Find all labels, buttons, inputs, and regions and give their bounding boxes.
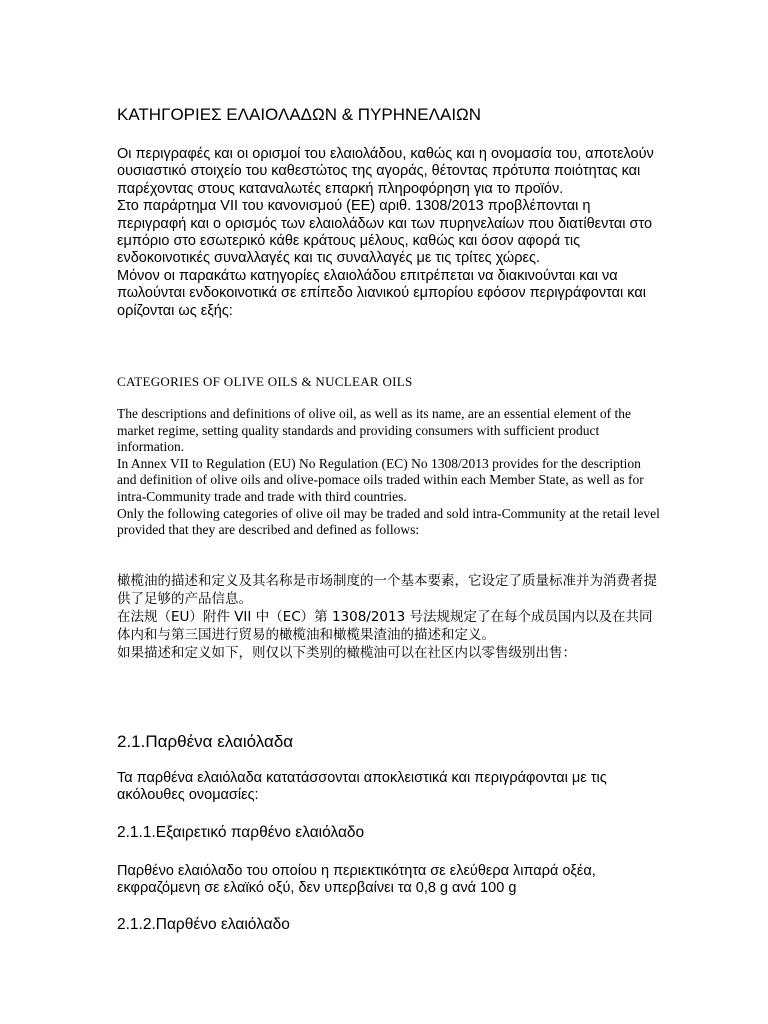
chinese-paragraph: 如果描述和定义如下，则仅以下类别的橄榄油可以在社区内以零售级别出售： xyxy=(117,645,576,661)
english-body xyxy=(117,406,662,539)
english-paragraph: The descriptions and definitions of olive oil, as well as its name, are an essential element of the market regime, setting quality standards and providing consumers with sufficient product information. xyxy=(117,406,631,455)
section-2-1-2-heading: 2.1.2.Παρθένο ελαιόλαδο xyxy=(117,916,290,933)
section-2-1-1-heading: 2.1.1.Εξαιρετικό παρθένο ελαιόλαδο xyxy=(117,824,365,841)
greek-paragraph: Οι περιγραφές και οι ορισμοί του ελαιολάδου, καθώς και η ονομασία του, αποτελούν ουσιαστικό στοιχείο του καθεστώτος της αγοράς, θέτοντας πρότυπα ποιότητας και παρέχοντας στους καταναλωτές επαρκή πληροφόρηση για το προϊόν. xyxy=(117,146,654,197)
greek-title: ΚΑΤΗΓΟΡΙΕΣ ΕΛΑΙΟΛΑΔΩΝ & ΠΥΡΗΝΕΛΑΙΩΝ xyxy=(117,105,482,124)
chinese-paragraph: 橄榄油的描述和定义及其名称是市场制度的一个基本要素，它设定了质量标准并为消费者提供了足够的产品信息。 xyxy=(117,573,657,607)
greek-paragraph: Στο παράρτημα VII του κανονισμού (ΕΕ) αριθ. 1308/2013 προβλέπονται η περιγραφή και ο ορισμός των ελαιολάδων και των πυρηνελαίων που διατίθενται στο εμπόριο στο εσωτερικό κάθε κράτους μέλους, καθώς και όσον αφορά τις ενδοκοινοτικές συναλλαγές και τις συναλλαγές με τις τρίτες χώρες. xyxy=(117,198,653,267)
chinese-body xyxy=(117,572,662,662)
english-title: CATEGORIES OF OLIVE OILS & NUCLEAR OILS xyxy=(117,374,413,389)
chinese-paragraph: 在法规（EU）附件 VII 中（EC）第 1308/2013 号法规规定了在每个成员国内以及在共同体内和与第三国进行贸易的橄榄油和橄榄果渣油的描述和定义。 xyxy=(117,609,653,643)
greek-body xyxy=(117,146,662,320)
section-2-1-intro: Τα παρθένα ελαιόλαδα κατατάσσονται αποκλειστικά και περιγράφονται με τις ακόλουθες ονομασίες: xyxy=(117,770,607,804)
greek-paragraph: Μόνον οι παρακάτω κατηγορίες ελαιολάδου επιτρέπεται να διακινούνται και να πωλούνται ενδοκοινοτικά σε επίπεδο λιανικού εμπορίου εφόσον περιγράφονται και ορίζονται ως εξής: xyxy=(117,267,646,319)
english-paragraph: In Annex VII to Regulation (EU) No Regulation (EC) No 1308/2013 provides for the description and definition of olive oils and olive-pomace oils traded within each Member State, as well as for intra-Community trade and trade with third countries. xyxy=(117,455,644,504)
section-2-1-heading: 2.1.Παρθένα ελαιόλαδα xyxy=(117,732,294,751)
english-paragraph: Only the following categories of olive oil may be traded and sold intra-Community at the retail level provided that they are described and defined as follows: xyxy=(117,505,660,538)
section-2-1-1-text: Παρθένο ελαιόλαδο του οποίου η περιεκτικότητα σε ελεύθερα λιπαρά οξέα, εκφραζόμενη σε ελαϊκό οξύ, δεν υπερβαίνει τα 0,8 g ανά 100 g xyxy=(117,863,596,897)
